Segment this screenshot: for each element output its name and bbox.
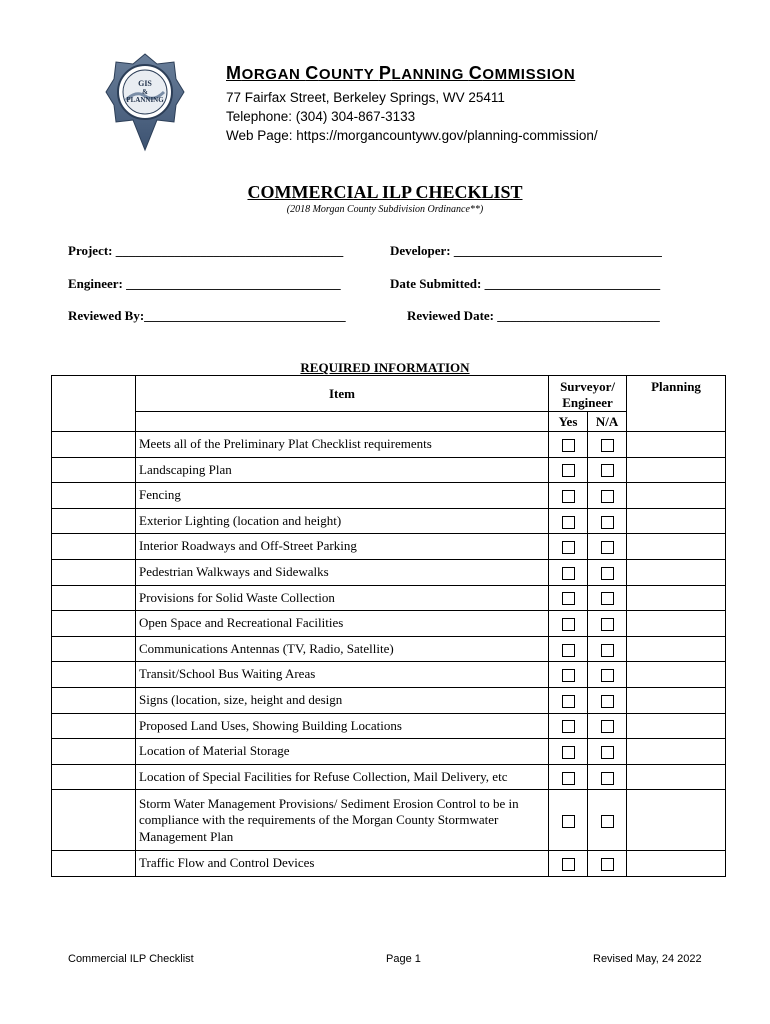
checklist-row <box>52 636 726 662</box>
section-title: REQUIRED INFORMATION <box>300 360 470 375</box>
checklist-table <box>51 375 726 877</box>
row-blank-cell <box>52 636 136 662</box>
row-blank-cell <box>52 508 136 534</box>
checklist-row <box>52 851 726 877</box>
document-subtitle: (2018 Morgan County Subdivision Ordinance**) <box>286 204 484 215</box>
checklist-item: Fencing <box>136 483 549 509</box>
yes-cell <box>549 611 588 637</box>
checklist-item: Signs (location, size, height and design <box>136 687 549 713</box>
yes-checkbox[interactable] <box>562 464 575 477</box>
planning-cell[interactable] <box>627 739 726 765</box>
yes-checkbox[interactable] <box>562 567 575 580</box>
planning-cell[interactable] <box>627 483 726 509</box>
yes-checkbox[interactable] <box>562 772 575 785</box>
yes-cell <box>549 739 588 765</box>
na-checkbox[interactable] <box>601 439 614 452</box>
yes-checkbox[interactable] <box>562 858 575 871</box>
planning-cell[interactable] <box>627 457 726 483</box>
checklist-item: Proposed Land Uses, Showing Building Locations <box>136 713 549 739</box>
planning-cell[interactable] <box>627 851 726 877</box>
yes-checkbox[interactable] <box>562 516 575 529</box>
na-checkbox[interactable] <box>601 772 614 785</box>
na-cell <box>588 534 627 560</box>
row-blank-cell <box>52 713 136 739</box>
yes-checkbox[interactable] <box>562 746 575 759</box>
planning-cell[interactable] <box>627 687 726 713</box>
na-cell <box>588 483 627 509</box>
row-blank-cell <box>52 739 136 765</box>
checklist-row <box>52 662 726 688</box>
na-cell <box>588 559 627 585</box>
checklist-row <box>52 611 726 637</box>
na-checkbox[interactable] <box>601 669 614 682</box>
checklist-item: Location of Special Facilities for Refuse Collection, Mail Delivery, etc <box>136 764 549 790</box>
yes-checkbox[interactable] <box>562 644 575 657</box>
na-checkbox[interactable] <box>601 541 614 554</box>
na-cell <box>588 764 627 790</box>
yes-cell <box>549 559 588 585</box>
row-blank-cell <box>52 611 136 637</box>
yes-cell <box>549 662 588 688</box>
checklist-row <box>52 483 726 509</box>
org-web-page: Web Page: https://morgancountywv.gov/planning-commission/ <box>226 128 598 143</box>
org-telephone: Telephone: (304) 304-867-3133 <box>226 109 416 124</box>
footer-revised: Revised May, 24 2022 <box>593 953 702 965</box>
na-cell <box>588 687 627 713</box>
reviewed-date-field[interactable]: Reviewed Date: _________________________ <box>407 308 660 323</box>
na-cell <box>588 636 627 662</box>
checklist-row <box>52 432 726 458</box>
logo-text-amp: & <box>142 88 148 96</box>
org-address: 77 Fairfax Street, Berkeley Springs, WV 25411 <box>226 90 505 105</box>
yes-header: Yes <box>549 412 588 432</box>
na-checkbox[interactable] <box>601 490 614 503</box>
surveyor-engineer-header <box>549 376 627 412</box>
na-cell <box>588 611 627 637</box>
yes-cell <box>549 636 588 662</box>
na-checkbox[interactable] <box>601 815 614 828</box>
planning-cell[interactable] <box>627 662 726 688</box>
surveyor-header-line1: Surveyor/ <box>560 379 615 394</box>
planning-cell[interactable] <box>627 432 726 458</box>
checklist-row <box>52 790 726 851</box>
na-checkbox[interactable] <box>601 464 614 477</box>
yes-checkbox[interactable] <box>562 592 575 605</box>
yes-cell <box>549 790 588 851</box>
na-checkbox[interactable] <box>601 695 614 708</box>
na-checkbox[interactable] <box>601 746 614 759</box>
na-cell <box>588 585 627 611</box>
yes-cell <box>549 687 588 713</box>
row-blank-cell <box>52 534 136 560</box>
yes-cell <box>549 585 588 611</box>
item-header: Item <box>136 376 549 412</box>
planning-cell[interactable] <box>627 713 726 739</box>
org-name: MORGAN COUNTY PLANNING COMMISSION <box>226 63 576 83</box>
date-submitted-field[interactable]: Date Submitted: ___________________________ <box>390 276 661 291</box>
footer-left: Commercial ILP Checklist <box>68 953 194 965</box>
row-blank-cell <box>52 687 136 713</box>
yes-cell <box>549 713 588 739</box>
yes-checkbox[interactable] <box>562 815 575 828</box>
yes-cell <box>549 534 588 560</box>
planning-cell[interactable] <box>627 559 726 585</box>
checklist-row <box>52 559 726 585</box>
na-cell <box>588 508 627 534</box>
na-cell <box>588 790 627 851</box>
yes-checkbox[interactable] <box>562 439 575 452</box>
engineer-field[interactable]: Engineer: _________________________________ <box>68 276 341 291</box>
planning-cell[interactable] <box>627 585 726 611</box>
row-blank-cell <box>52 662 136 688</box>
na-checkbox[interactable] <box>601 644 614 657</box>
yes-checkbox[interactable] <box>562 541 575 554</box>
item-header-blank <box>136 412 549 432</box>
checklist-item: Traffic Flow and Control Devices <box>136 851 549 877</box>
row-blank-cell <box>52 457 136 483</box>
na-cell <box>588 432 627 458</box>
checklist-row <box>52 739 726 765</box>
row-blank-cell <box>52 764 136 790</box>
na-checkbox[interactable] <box>601 516 614 529</box>
checklist-row <box>52 508 726 534</box>
checklist-item: Open Space and Recreational Facilities <box>136 611 549 637</box>
row-blank-cell <box>52 790 136 851</box>
na-cell <box>588 457 627 483</box>
checklist-row <box>52 457 726 483</box>
yes-checkbox[interactable] <box>562 720 575 733</box>
checklist-row <box>52 764 726 790</box>
checklist-item: Storm Water Management Provisions/ Sediment Erosion Control to be in compliance with the requirements of the Morgan County Stormwater Management Plan <box>136 790 549 851</box>
planning-cell[interactable] <box>627 534 726 560</box>
na-header: N/A <box>588 412 627 432</box>
planning-cell[interactable] <box>627 508 726 534</box>
row-blank-cell <box>52 585 136 611</box>
checklist-item: Landscaping Plan <box>136 457 549 483</box>
checklist-item: Pedestrian Walkways and Sidewalks <box>136 559 549 585</box>
na-checkbox[interactable] <box>601 567 614 580</box>
checklist-item: Interior Roadways and Off-Street Parking <box>136 534 549 560</box>
yes-cell <box>549 432 588 458</box>
document-title: COMMERCIAL ILP CHECKLIST <box>247 182 523 202</box>
na-checkbox[interactable] <box>601 720 614 733</box>
surveyor-header-line2: Engineer <box>562 395 613 410</box>
yes-checkbox[interactable] <box>562 695 575 708</box>
na-cell <box>588 739 627 765</box>
planning-cell[interactable] <box>627 636 726 662</box>
row-blank-cell <box>52 432 136 458</box>
yes-cell <box>549 483 588 509</box>
developer-field[interactable]: Developer: ________________________________ <box>390 243 662 258</box>
yes-checkbox[interactable] <box>562 669 575 682</box>
planning-header: Planning <box>627 376 726 432</box>
checklist-row <box>52 713 726 739</box>
planning-cell[interactable] <box>627 764 726 790</box>
checklist-row <box>52 534 726 560</box>
checklist-item: Provisions for Solid Waste Collection <box>136 585 549 611</box>
checklist-item: Communications Antennas (TV, Radio, Satellite) <box>136 636 549 662</box>
row-blank-cell <box>52 559 136 585</box>
yes-cell <box>549 851 588 877</box>
yes-cell <box>549 457 588 483</box>
row-blank-cell <box>52 851 136 877</box>
na-checkbox[interactable] <box>601 592 614 605</box>
na-checkbox[interactable] <box>601 618 614 631</box>
logo-text-planning: PLANNING <box>126 96 164 104</box>
checklist-item: Transit/School Bus Waiting Areas <box>136 662 549 688</box>
yes-cell <box>549 508 588 534</box>
row-blank-cell <box>52 483 136 509</box>
planning-cell[interactable] <box>627 790 726 851</box>
logo-text-gis: GIS <box>138 79 152 88</box>
na-checkbox[interactable] <box>601 858 614 871</box>
project-field[interactable]: Project: ___________________________________ <box>68 243 344 258</box>
header-blank-cell <box>52 376 136 432</box>
yes-checkbox[interactable] <box>562 490 575 503</box>
na-cell <box>588 662 627 688</box>
na-cell <box>588 713 627 739</box>
checklist-item: Meets all of the Preliminary Plat Checklist requirements <box>136 432 549 458</box>
checklist-row <box>52 585 726 611</box>
checklist-item: Location of Material Storage <box>136 739 549 765</box>
footer-page: Page 1 <box>386 953 421 965</box>
reviewed-by-field[interactable]: Reviewed By:_______________________________ <box>68 308 346 323</box>
planning-cell[interactable] <box>627 611 726 637</box>
yes-cell <box>549 764 588 790</box>
na-cell <box>588 851 627 877</box>
county-logo <box>104 52 186 152</box>
yes-checkbox[interactable] <box>562 618 575 631</box>
checklist-row <box>52 687 726 713</box>
checklist-item: Exterior Lighting (location and height) <box>136 508 549 534</box>
